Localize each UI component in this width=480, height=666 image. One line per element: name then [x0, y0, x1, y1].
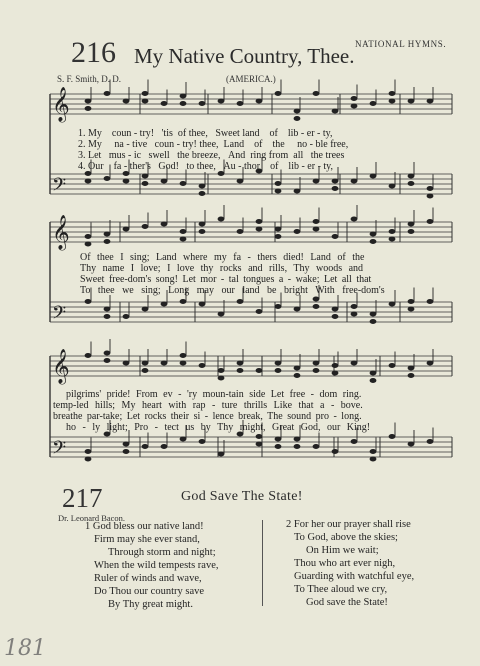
note-head: [313, 361, 320, 366]
note-head: [370, 239, 377, 244]
note-head: [389, 184, 396, 189]
note-head: [313, 91, 320, 96]
note-head: [275, 361, 282, 366]
note-head: [199, 222, 206, 227]
verse-2-line: On Him we wait;: [306, 545, 379, 556]
note-head: [237, 229, 244, 234]
note-head: [85, 179, 92, 184]
note-head: [256, 368, 263, 373]
note-head: [313, 297, 320, 302]
clef-icon: 𝄞: [52, 349, 70, 384]
note-head: [142, 368, 149, 373]
note-head: [123, 227, 130, 232]
note-head: [294, 373, 301, 378]
note-head: [332, 179, 339, 184]
note-head: [180, 94, 187, 99]
hymn-2-author: Dr. Leonard Bacon.: [58, 513, 126, 523]
note-head: [237, 368, 244, 373]
verse-1-line: By Thy great might.: [108, 599, 193, 610]
note-head: [351, 104, 358, 109]
note-head: [275, 444, 282, 449]
note-head: [351, 96, 358, 101]
note-head: [275, 368, 282, 373]
note-head: [351, 304, 358, 309]
note-head: [85, 242, 92, 247]
note-head: [427, 194, 434, 199]
note-head: [275, 234, 282, 239]
note-head: [256, 99, 263, 104]
hymn-author: S. F. Smith, D. D.: [57, 74, 122, 84]
lyric-line-2-verse-1: Of thee I sing; Land where my fa - thers died! Land of the: [80, 252, 365, 263]
note-head: [142, 444, 149, 449]
note-head: [389, 237, 396, 242]
note-head: [199, 101, 206, 106]
note-head: [180, 353, 187, 358]
note-head: [123, 179, 130, 184]
note-head: [256, 309, 263, 314]
note-head: [161, 302, 168, 307]
note-head: [294, 189, 301, 194]
note-head: [142, 99, 149, 104]
note-head: [218, 368, 225, 373]
note-head: [370, 378, 377, 383]
note-head: [85, 106, 92, 111]
lyric-line-1-verse-1: 1. My coun - try! 'tis of thee, Sweet land of lib - er - ty,: [78, 128, 333, 139]
note-head: [180, 437, 187, 442]
note-head: [142, 224, 149, 229]
note-head: [199, 229, 206, 234]
lyric-line-2-verse-2: Thy name I love; I love thy rocks and rills, Thy woods and: [80, 263, 364, 274]
note-head: [370, 312, 377, 317]
note-head: [275, 189, 282, 194]
note-head: [218, 217, 225, 222]
note-head: [332, 371, 339, 376]
verse-divider: [262, 520, 263, 606]
note-head: [313, 227, 320, 232]
note-head: [370, 232, 377, 237]
note-head: [199, 302, 206, 307]
note-head: [180, 229, 187, 234]
note-head: [427, 186, 434, 191]
lyric-line-3-verse-2: temp-led hills; My heart with rap - ture thrills Like that a - bove.: [53, 400, 363, 411]
note-head: [370, 449, 377, 454]
clef-icon: 𝄢: [52, 175, 67, 200]
note-head: [389, 91, 396, 96]
hymn-number: 216: [71, 36, 116, 69]
hymn-2-number: 217: [62, 483, 103, 513]
note-head: [123, 361, 130, 366]
note-head: [104, 91, 111, 96]
note-head: [104, 351, 111, 356]
note-head: [389, 302, 396, 307]
note-head: [85, 99, 92, 104]
note-head: [408, 222, 415, 227]
note-head: [427, 99, 434, 104]
note-head: [370, 457, 377, 462]
note-head: [142, 181, 149, 186]
note-head: [389, 99, 396, 104]
hymn-2-title: God Save The State!: [181, 489, 303, 504]
lyric-line-3-verse-4: ho - ly light; Pro - tect us by Thy might, Great God, our King!: [66, 422, 371, 433]
note-head: [313, 219, 320, 224]
note-head: [218, 99, 225, 104]
note-head: [104, 232, 111, 237]
note-head: [427, 299, 434, 304]
note-head: [408, 366, 415, 371]
note-head: [294, 437, 301, 442]
lyric-line-1-verse-2: 2. My na - tive coun - try! thee, Land of the no - ble free,: [78, 139, 349, 150]
note-head: [389, 363, 396, 368]
note-head: [408, 229, 415, 234]
note-head: [408, 307, 415, 312]
note-head: [180, 181, 187, 186]
note-head: [332, 234, 339, 239]
note-head: [351, 179, 358, 184]
verse-1-line: Do Thou our country save: [94, 586, 205, 597]
note-head: [85, 449, 92, 454]
note-head: [275, 227, 282, 232]
note-head: [351, 361, 358, 366]
note-head: [408, 373, 415, 378]
tune-name: (AMERICA.): [226, 74, 276, 84]
note-head: [332, 109, 339, 114]
note-head: [142, 91, 149, 96]
note-head: [370, 319, 377, 324]
note-head: [351, 439, 358, 444]
note-head: [142, 174, 149, 179]
note-head: [123, 442, 130, 447]
lyric-line-2-verse-3: Sweet free-dom's song! Let mor - tal tongues a - wake; Let all that: [80, 274, 372, 285]
note-head: [294, 366, 301, 371]
note-head: [427, 219, 434, 224]
note-head: [332, 186, 339, 191]
note-head: [294, 307, 301, 312]
note-head: [256, 227, 263, 232]
note-head: [104, 307, 111, 312]
note-head: [237, 299, 244, 304]
note-head: [332, 363, 339, 368]
section-label: NATIONAL HYMNS.: [355, 39, 447, 49]
note-head: [180, 237, 187, 242]
note-head: [275, 91, 282, 96]
note-head: [313, 179, 320, 184]
verse-1-line: Firm may she ever stand,: [94, 534, 200, 545]
note-head: [256, 219, 263, 224]
clef-icon: 𝄞: [52, 215, 70, 250]
note-head: [351, 312, 358, 317]
note-head: [351, 217, 358, 222]
note-head: [218, 312, 225, 317]
verse-2-line: God save the State!: [306, 597, 388, 608]
note-head: [332, 307, 339, 312]
note-head: [123, 449, 130, 454]
note-head: [161, 444, 168, 449]
note-head: [332, 449, 339, 454]
note-head: [104, 176, 111, 181]
lyric-line-1-verse-4: 4. Our fa - ther's God! to thee, Au - thor of lib - er - ty,: [78, 161, 334, 172]
verse-1-line: Ruler of winds and wave,: [94, 573, 202, 584]
note-head: [313, 304, 320, 309]
note-head: [332, 314, 339, 319]
verse-1-line: Through storm and night;: [108, 547, 216, 558]
note-head: [142, 361, 149, 366]
lyric-line-1-verse-3: 3. Let mus - ic swell the breeze, And ring from all the trees: [78, 150, 345, 161]
note-head: [123, 314, 130, 319]
verse-1-line: When the wild tempests rave,: [94, 560, 219, 571]
note-head: [161, 101, 168, 106]
note-head: [199, 184, 206, 189]
note-head: [237, 101, 244, 106]
note-head: [199, 363, 206, 368]
note-head: [408, 99, 415, 104]
note-head: [408, 299, 415, 304]
note-head: [104, 239, 111, 244]
lyric-line-3-verse-3: breathe par-take; Let rocks their si - lence break, The sound pro - long.: [53, 411, 362, 422]
note-head: [408, 181, 415, 186]
clef-icon: 𝄢: [52, 438, 67, 463]
note-head: [294, 229, 301, 234]
note-head: [218, 452, 225, 457]
clef-icon: 𝄞: [52, 87, 70, 122]
note-head: [294, 444, 301, 449]
note-head: [370, 371, 377, 376]
note-head: [275, 437, 282, 442]
note-head: [104, 314, 111, 319]
note-head: [237, 179, 244, 184]
note-head: [180, 299, 187, 304]
clef-icon: 𝄢: [52, 303, 67, 328]
note-head: [85, 299, 92, 304]
note-head: [180, 361, 187, 366]
note-head: [218, 376, 225, 381]
note-head: [275, 181, 282, 186]
note-head: [370, 101, 377, 106]
note-head: [389, 229, 396, 234]
note-head: [408, 442, 415, 447]
note-head: [85, 353, 92, 358]
note-head: [161, 179, 168, 184]
verse-2-line: 2 For her our prayer shall rise: [286, 519, 411, 530]
note-head: [142, 307, 149, 312]
lyric-line-3-verse-1: pilgrims' pride! From ev - 'ry moun-tain side Let free - dom ring.: [66, 389, 362, 400]
verse-2-line: To Thee aloud we cry,: [294, 584, 388, 595]
note-head: [180, 101, 187, 106]
verse-1-line: 1 God bless our native land!: [85, 521, 204, 532]
note-head: [313, 444, 320, 449]
note-head: [427, 439, 434, 444]
note-head: [294, 116, 301, 121]
note-head: [237, 361, 244, 366]
verse-2-line: To God, above the skies;: [294, 532, 398, 543]
note-head: [256, 434, 263, 439]
note-head: [256, 442, 263, 447]
note-head: [161, 222, 168, 227]
lyric-line-2-verse-4: To thee we sing; Long may our land be bright With free-dom's: [80, 285, 385, 296]
note-head: [85, 234, 92, 239]
note-head: [199, 191, 206, 196]
hymn-title: My Native Country, Thee.: [134, 44, 355, 68]
note-head: [161, 361, 168, 366]
verse-2-line: Guarding with watchful eye,: [294, 571, 415, 582]
note-head: [370, 174, 377, 179]
note-head: [199, 439, 206, 444]
note-head: [123, 99, 130, 104]
note-head: [104, 358, 111, 363]
note-head: [389, 434, 396, 439]
note-head: [294, 109, 301, 114]
verse-2-line: Thou who art ever nigh,: [294, 558, 396, 569]
note-head: [427, 361, 434, 366]
note-head: [313, 368, 320, 373]
note-head: [275, 304, 282, 309]
note-head: [85, 457, 92, 462]
page-mark: 181: [4, 636, 46, 661]
note-head: [408, 174, 415, 179]
